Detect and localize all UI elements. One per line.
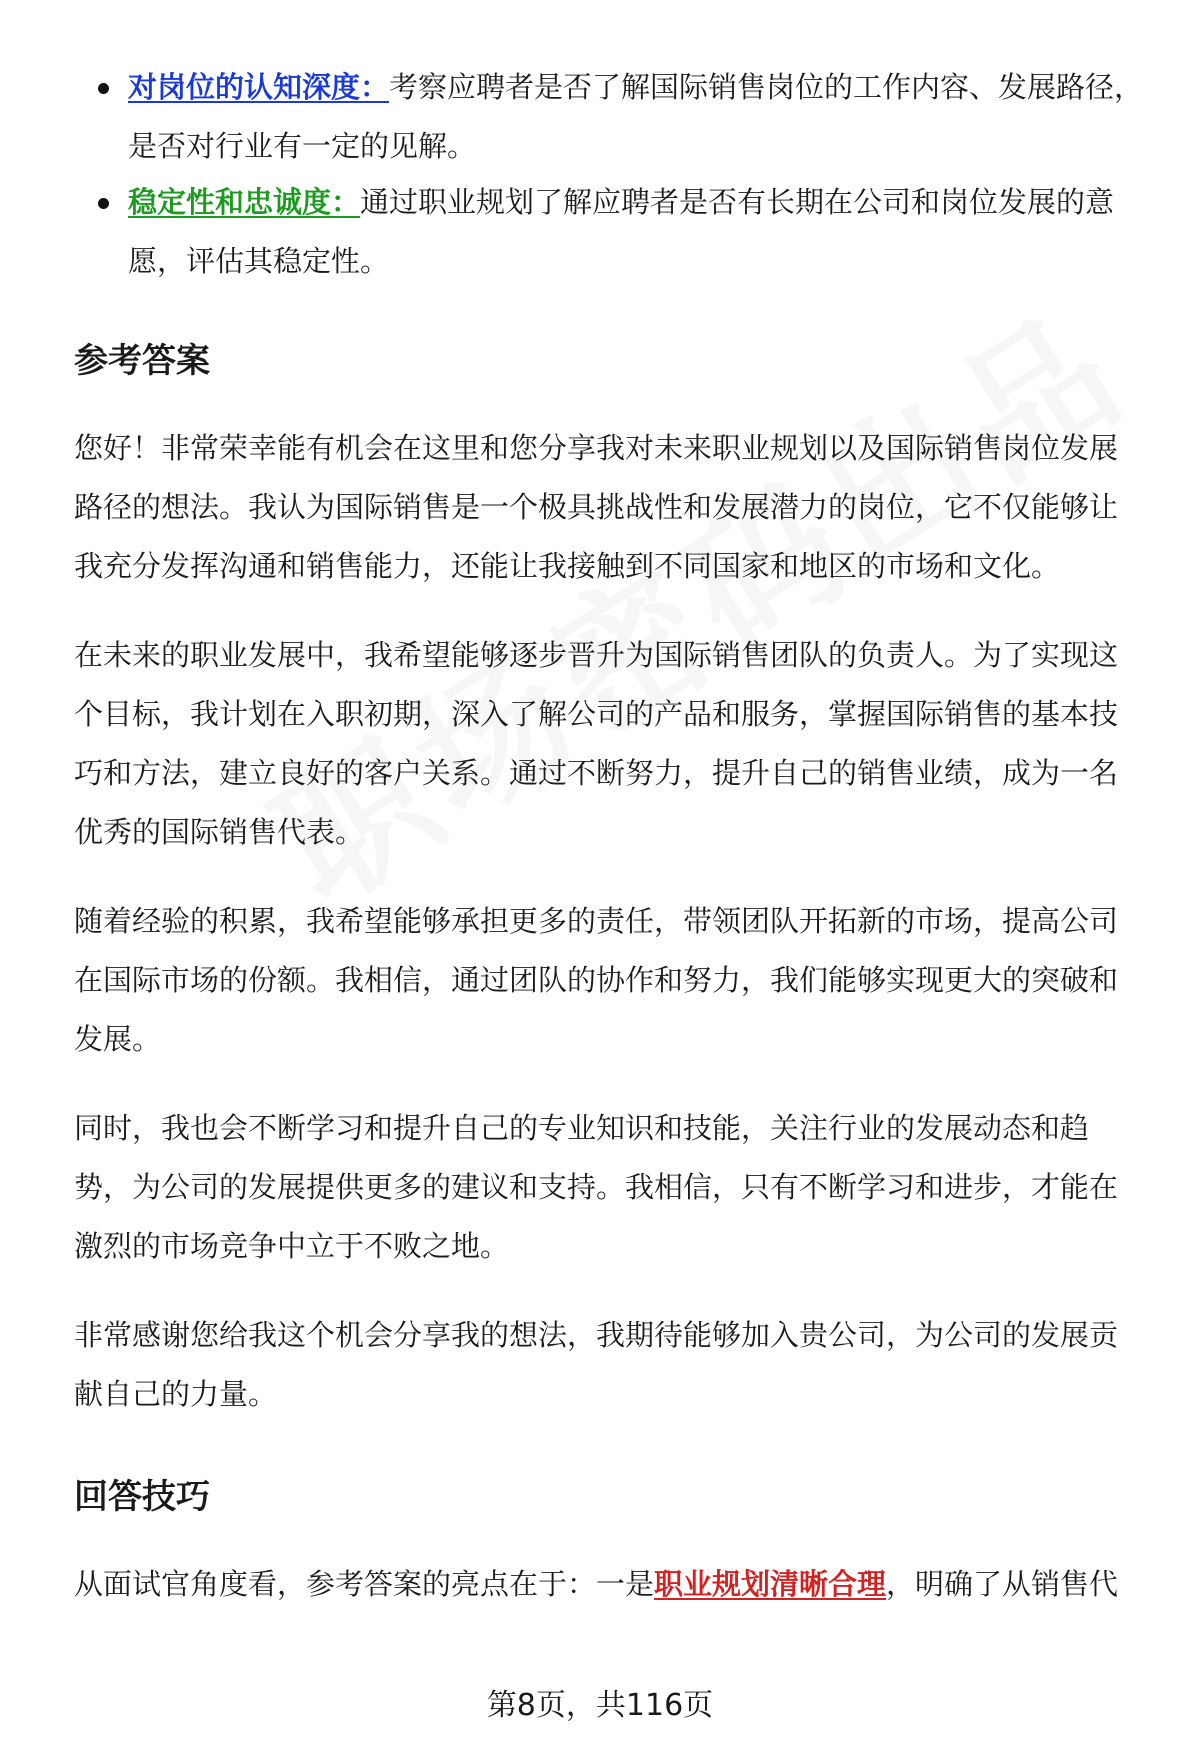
page-content [74,58,1146,1614]
section-title-answer-tips: 回答技巧 [74,1477,210,1517]
criteria-list [74,58,1146,291]
tips-highlight: 职业规划清晰合理 [654,1567,887,1601]
criteria-label: 稳定性和忠诚度： [128,185,361,219]
answer-paragraph: 同时，我也会不断学习和提升自己的专业知识和技能，关注行业的发展动态和趋势，为公司的发展提供更多的建议和支持。我相信，只有不断学习和进步，才能在激烈的市场竞争中立于不败之地。 [74,1111,1119,1263]
bullet-dot-icon [98,83,109,94]
answer-paragraph: 非常感谢您给我这个机会分享我的想法，我期待能够加入贵公司，为公司的发展贡献自己的力量。 [74,1318,1119,1411]
bullet-dot-icon [98,198,109,209]
section-title-reference-answer: 参考答案 [74,341,210,381]
criteria-text: 通过职业规划了解应聘者是否有长期在公司和岗位发展的意愿，评估其稳定性。 [128,185,1115,278]
page-number: 第8页，共116页 [486,1688,714,1723]
criteria-label: 对岗位的认知深度： [128,70,390,104]
criteria-text: 考察应聘者是否了解国际销售岗位的工作内容、发展路径，是否对行业有一定的见解。 [128,70,1144,163]
tips-prefix: 从面试官角度看，参考答案的亮点在于：一是 [74,1567,655,1601]
answer-paragraph: 在未来的职业发展中，我希望能够逐步晋升为国际销售团队的负责人。为了实现这个目标，我计划在入职初期，深入了解公司的产品和服务，掌握国际销售的基本技巧和方法，建立良好的客户关系。通过不断努力，提升自己的销售业绩，成为一名优秀的国际销售代表。 [74,638,1119,849]
list-item [74,58,1146,176]
tips-paragraph [74,1555,1146,1614]
tips-suffix: ，明确了从销售代 [886,1567,1119,1601]
answer-paragraph: 您好！非常荣幸能有机会在这里和您分享我对未来职业规划以及国际销售岗位发展路径的想法。我认为国际销售是一个极具挑战性和发展潜力的岗位，它不仅能够让我充分发挥沟通和销售能力，还能让我接触到不同国家和地区的市场和文化。 [74,431,1119,583]
answer-paragraph: 随着经验的积累，我希望能够承担更多的责任，带领团队开拓新的市场，提高公司在国际市场的份额。我相信，通过团队的协作和努力，我们能够实现更大的突破和发展。 [74,904,1119,1056]
list-item [74,173,1146,291]
